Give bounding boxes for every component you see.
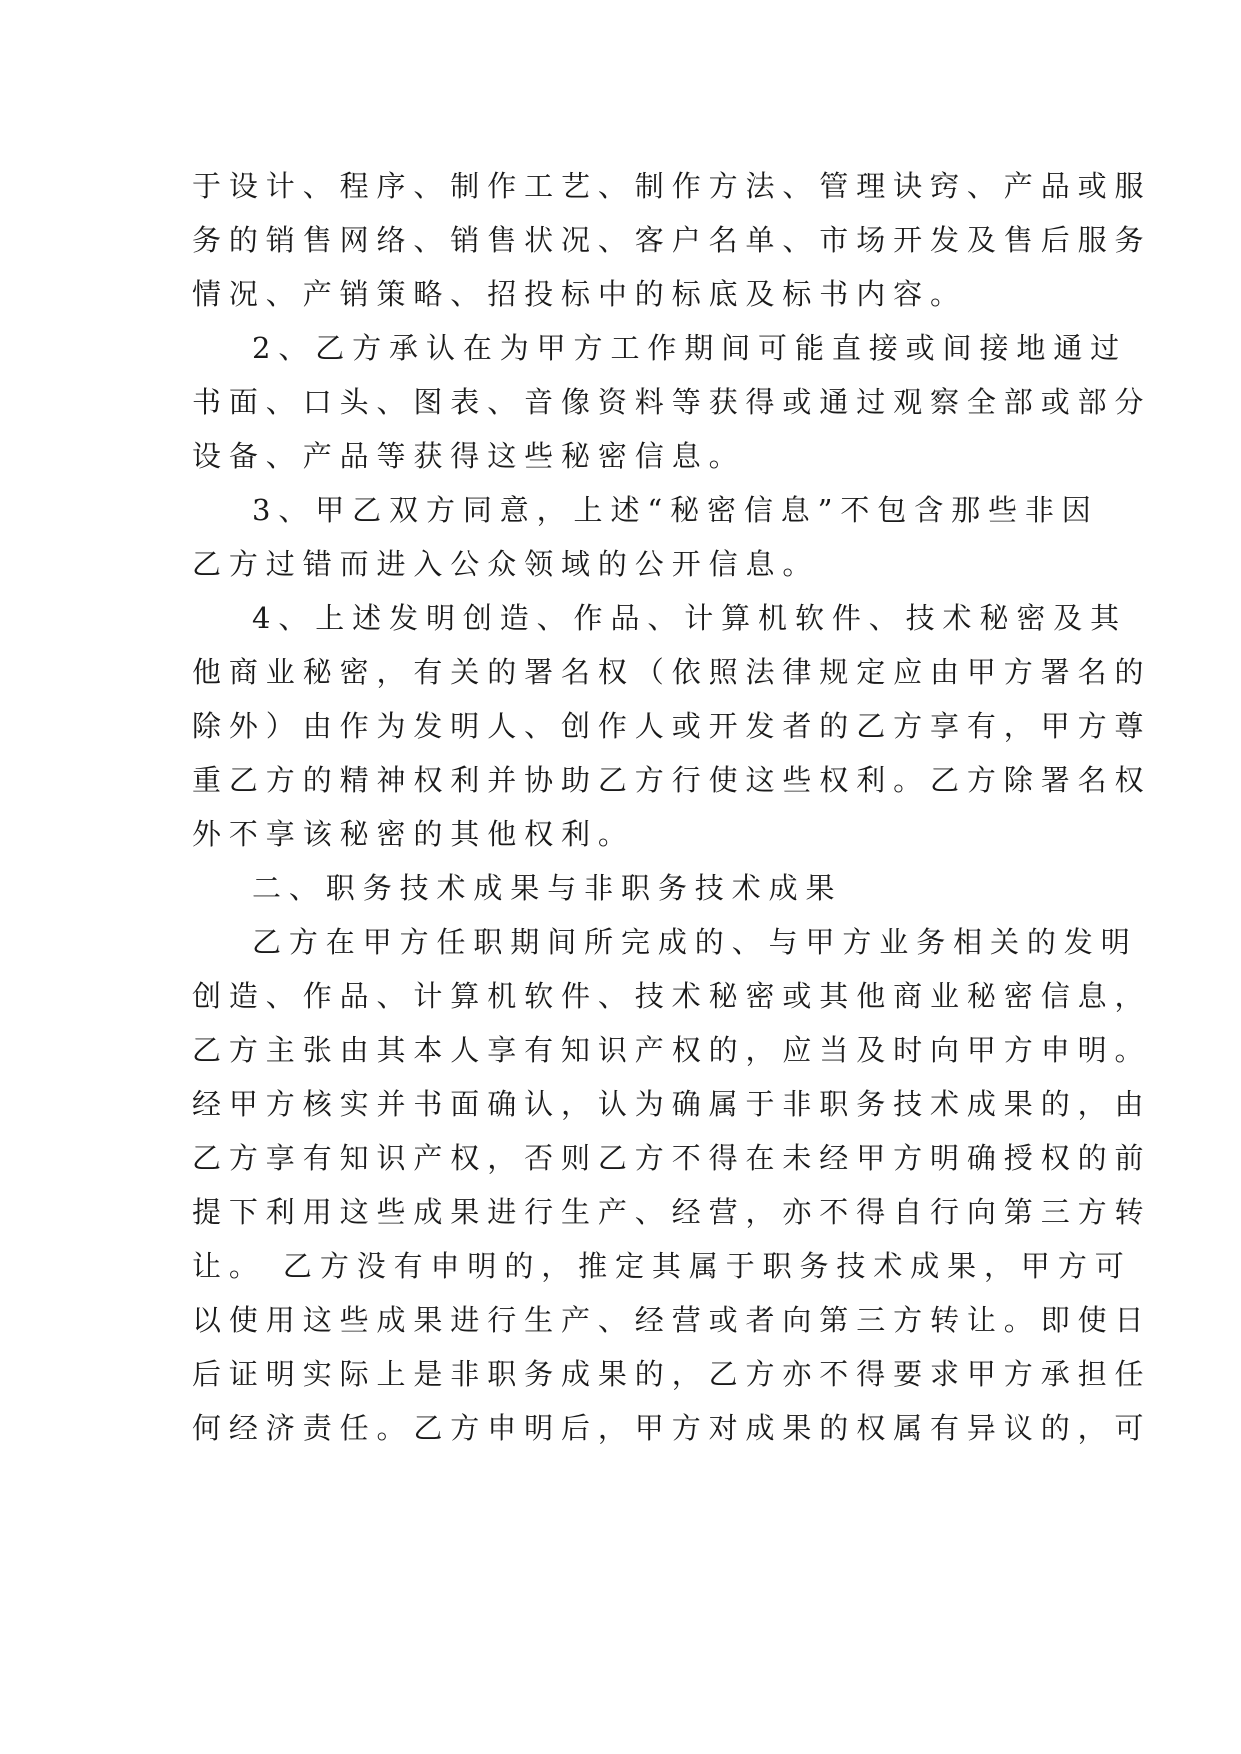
text-line: 务的销售网络、销售状况、客户名单、市场开发及售后服务 [192, 223, 1152, 257]
text-line: 让。 乙方没有申明的，推定其属于职务技术成果，甲方可 [192, 1249, 1132, 1283]
paragraph-start-line: 乙方在甲方任职期间所完成的、与甲方业务相关的发明 [252, 925, 1138, 959]
text-line: 情况、产销策略、招投标中的标底及标书内容。 [192, 277, 967, 311]
text-line: 乙方享有知识产权，否则乙方不得在未经甲方明确授权的前 [192, 1141, 1152, 1175]
text-line: 经甲方核实并书面确认，认为确属于非职务技术成果的，由 [192, 1087, 1152, 1121]
text-line: 以使用这些成果进行生产、经营或者向第三方转让。即使日 [192, 1303, 1152, 1337]
text-line: 后证明实际上是非职务成果的，乙方亦不得要求甲方承担任 [192, 1357, 1152, 1391]
text-line: 他商业秘密，有关的署名权（依照法律规定应由甲方署名的 [192, 655, 1152, 689]
text-line: 重乙方的精神权利并协助乙方行使这些权利。乙方除署名权 [192, 763, 1152, 797]
paragraph-start-line: 2、乙方承认在为甲方工作期间可能直接或间接地通过 [252, 331, 1128, 365]
text-line: 除外）由作为发明人、创作人或开发者的乙方享有，甲方尊 [192, 709, 1152, 743]
text-line: 提下利用这些成果进行生产、经营，亦不得自行向第三方转 [192, 1195, 1152, 1229]
section-heading: 二、职务技术成果与非职务技术成果 [252, 871, 843, 905]
text-line: 外不享该秘密的其他权利。 [192, 817, 635, 851]
text-line: 创造、作品、计算机软件、技术秘密或其他商业秘密信息， [192, 979, 1152, 1013]
text-line: 乙方过错而进入公众领域的公开信息。 [192, 547, 820, 581]
text-line: 设备、产品等获得这些秘密信息。 [192, 439, 746, 473]
paragraph-start-line: 3、甲乙双方同意，上述“秘密信息”不包含那些非因 [252, 493, 1099, 527]
text-line: 乙方主张由其本人享有知识产权的，应当及时向甲方申明。 [192, 1033, 1152, 1067]
text-line: 书面、口头、图表、音像资料等获得或通过观察全部或部分 [192, 385, 1152, 419]
text-line: 何经济责任。乙方申明后，甲方对成果的权属有异议的，可 [192, 1411, 1152, 1445]
text-line: 于设计、程序、制作工艺、制作方法、管理诀窍、产品或服 [192, 169, 1152, 203]
paragraph-start-line: 4、上述发明创造、作品、计算机软件、技术秘密及其 [252, 601, 1128, 635]
